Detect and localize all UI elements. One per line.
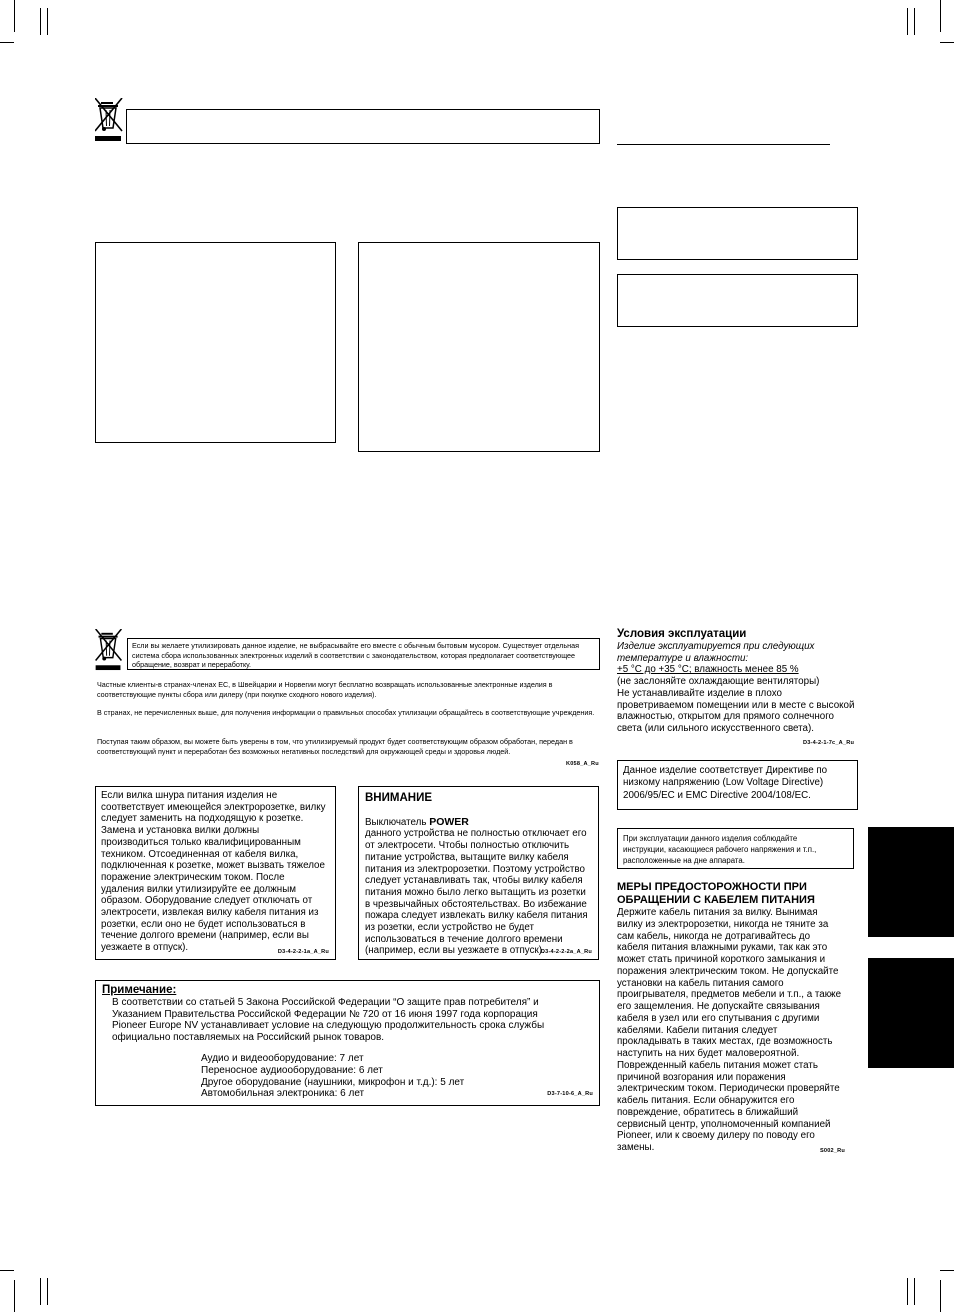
- crop-mark: [914, 1278, 915, 1305]
- crop-mark: [40, 8, 41, 35]
- crop-mark: [907, 1278, 908, 1305]
- crop-mark: [940, 1270, 954, 1271]
- warning-subtitle: Выключатель: [365, 816, 430, 828]
- warning-title: ВНИМАНИЕ: [365, 792, 433, 804]
- plug-notice-text: Если вилка шнура питания изделия не соответствует имеющейся электророзетке, вилку следует заменить на подходящую к розетке. Замена и установка вилки должны производиться только квалифицированным техником. Отсоединенная от кабеля вилка, подключенная к розетке, может вызвать тяжелое поражение электрическим током. После удаления вилки утилизируйте ее должным образом. Оборудование следует отключать от электросети, извлекая вилку кабеля питания из розетки, если оно не будет использоваться в течение долгого времени (например, если вы уезжаете в отпуск).: [101, 790, 326, 954]
- disposal-notice-box: [127, 638, 600, 670]
- power-label: POWER: [429, 815, 469, 828]
- crop-mark: [940, 1280, 941, 1312]
- cable-title: МЕРЫ ПРЕДОСТОРОЖНОСТИ ПРИ ОБРАЩЕНИИ С КАБЕЛЕМ ПИТАНИЯ: [617, 881, 815, 906]
- wheelie-bin-icon: [95, 629, 123, 671]
- section-tab: [868, 827, 954, 937]
- doc-code: D3-7-10-6_A_Ru: [547, 1091, 593, 1097]
- blank-box: [617, 207, 858, 260]
- divider: [617, 144, 830, 145]
- operating-text: (не заслоняйте охлаждающие вентиляторы) Не устанавливайте изделие в плохо проветриваемом помещении или в месте с высокой влажностью, открытом для прямого солнечного света (или сильного искусственного света).: [617, 676, 855, 734]
- doc-code: D3-4-2-1-7c_A_Ru: [803, 740, 855, 746]
- operating-range: +5 °C до +35 °C; влажность менее 85 %: [617, 664, 799, 676]
- warning-text: данного устройства не полностью отключает его от электросети. Чтобы полностью отключить питание устройства, вытащите вилку кабеля питания из электророзетки. Поэтому устройство следует устанавливать так, чтобы вилку кабеля питания можно было легко вытащить из розетки в чрезвычайных обстоятельствах. Во избежание пожара следует извлекать вилку кабеля питания из розетки, если устройство не будет использоваться в течение долгого времени (например, если вы уезжаете в отпуск).: [365, 828, 588, 957]
- operating-conditions: [617, 628, 862, 735]
- note-box: [95, 980, 600, 1106]
- voltage-box: [617, 828, 854, 869]
- blank-box: [358, 242, 600, 452]
- disposal-paragraph: В странах, не перечисленных выше, для получения информации о правильных способах утилизации обращайтесь в соответствующие учреждения.: [97, 708, 595, 717]
- crop-mark: [0, 42, 14, 43]
- crop-mark: [940, 42, 954, 43]
- crop-mark: [14, 1280, 15, 1312]
- crop-mark: [0, 1270, 14, 1271]
- directive-box: [617, 760, 858, 810]
- doc-code: D3-4-2-2-2a_A_Ru: [540, 949, 592, 955]
- section-tab: [868, 958, 954, 1068]
- crop-mark: [40, 1278, 41, 1305]
- crop-mark: [14, 0, 15, 32]
- blank-box: [617, 274, 858, 327]
- voltage-text: При эксплуатации данного изделия соблюдайте инструкции, касающиеся рабочего напряжения и т.п., расположенные на дне аппарата.: [623, 834, 817, 865]
- doc-code: K058_A_Ru: [566, 761, 599, 767]
- note-text: В соответствии со статьей 5 Закона Российской Федерации “О защите прав потребителя” и Указанием Правительства Российской Федерации № 720 от 16 июня 1997 года корпорация Pioneer Europe NV устанавливает условие на следующую продолжительность срока службы официально поставляемых на Российский рынок товаров.: [112, 997, 545, 1043]
- cable-precautions: [617, 881, 862, 1154]
- operating-italic: Изделие эксплуатируется при следующих температуре и влажности:: [617, 641, 815, 664]
- directive-text: Данное изделие соответствует Директиве по низкому напряжению (Low Voltage Directive) 2006/95/EC и EMC Directive 2004/108/EC.: [623, 765, 828, 801]
- disposal-main-text: Если вы желаете утилизировать данное изделие, не выбрасывайте его вместе с обычным бытовым мусором. Существует отдельная система сбора использованных электронных изделий в соответствии с законодательством, которая предполагает соответствующее обращение, возврат и переработку.: [132, 641, 579, 670]
- crop-mark: [907, 8, 908, 35]
- warning-box: [358, 786, 599, 960]
- crop-mark: [47, 1278, 48, 1305]
- doc-code: S002_Ru: [820, 1148, 846, 1154]
- cable-text: Держите кабель питания за вилку. Вынимая вилку из электророзетки, никогда не тяните за сам кабель, никогда не дотрагивайтесь до кабеля питания влажными руками, так как это может стать причиной короткого замыкания и поражения электрическим током. Не допускайте установки на кабель питания самого проигрывателя, предметов мебели и т.п., а также его защемления. Не допускайте связывания кабеля в узел или его спутывания с другими кабелями. Кабели питания следует прокладывать в таких местах, где возможность наступить на них будет маловероятной. Поврежденный кабель питания может стать причиной возгорания или поражения электрическим током. Периодически проверяйте кабель питания. Если обнаружится его повреждение, обратитесь в ближайший сервисный центр, уполномоченный компанией Pioneer, или к своему дилеру по поводу его замены.: [617, 907, 842, 1153]
- blank-box: [95, 242, 336, 443]
- disposal-paragraph: Поступая таким образом, вы можете быть уверены в том, что утилизируемый продукт будет соответствующим образом обработан, передан в соответствующий пункт и переработан без возможных негативных последствий для окружающей среды и здоровья людей.: [97, 737, 573, 756]
- note-title: Примечание:: [102, 984, 177, 996]
- wheelie-bin-icon: [95, 98, 123, 142]
- doc-code: D3-4-2-2-1a_A_Ru: [277, 949, 329, 955]
- operating-title: Условия эксплуатации: [617, 628, 747, 640]
- plug-notice-box: [95, 786, 336, 960]
- disposal-paragraph: Частные клиенты-в странах-членах ЕС, в Швейцарии и Норвегии могут бесплатно возвращать использованные электронные изделия в соответствующие пункты сбора или дилеру (при покупке сходного нового изделия).: [97, 680, 553, 699]
- crop-mark: [940, 0, 941, 32]
- blank-banner-box: [126, 109, 600, 144]
- crop-mark: [914, 8, 915, 35]
- crop-mark: [47, 8, 48, 35]
- note-items: Аудио и видеооборудование: 7 лет Переносное аудиооборудование: 6 лет Другое оборудование (наушники, микрофон и т.д.): 5 лет Автомобильная электроника: 6 лет: [201, 1053, 465, 1100]
